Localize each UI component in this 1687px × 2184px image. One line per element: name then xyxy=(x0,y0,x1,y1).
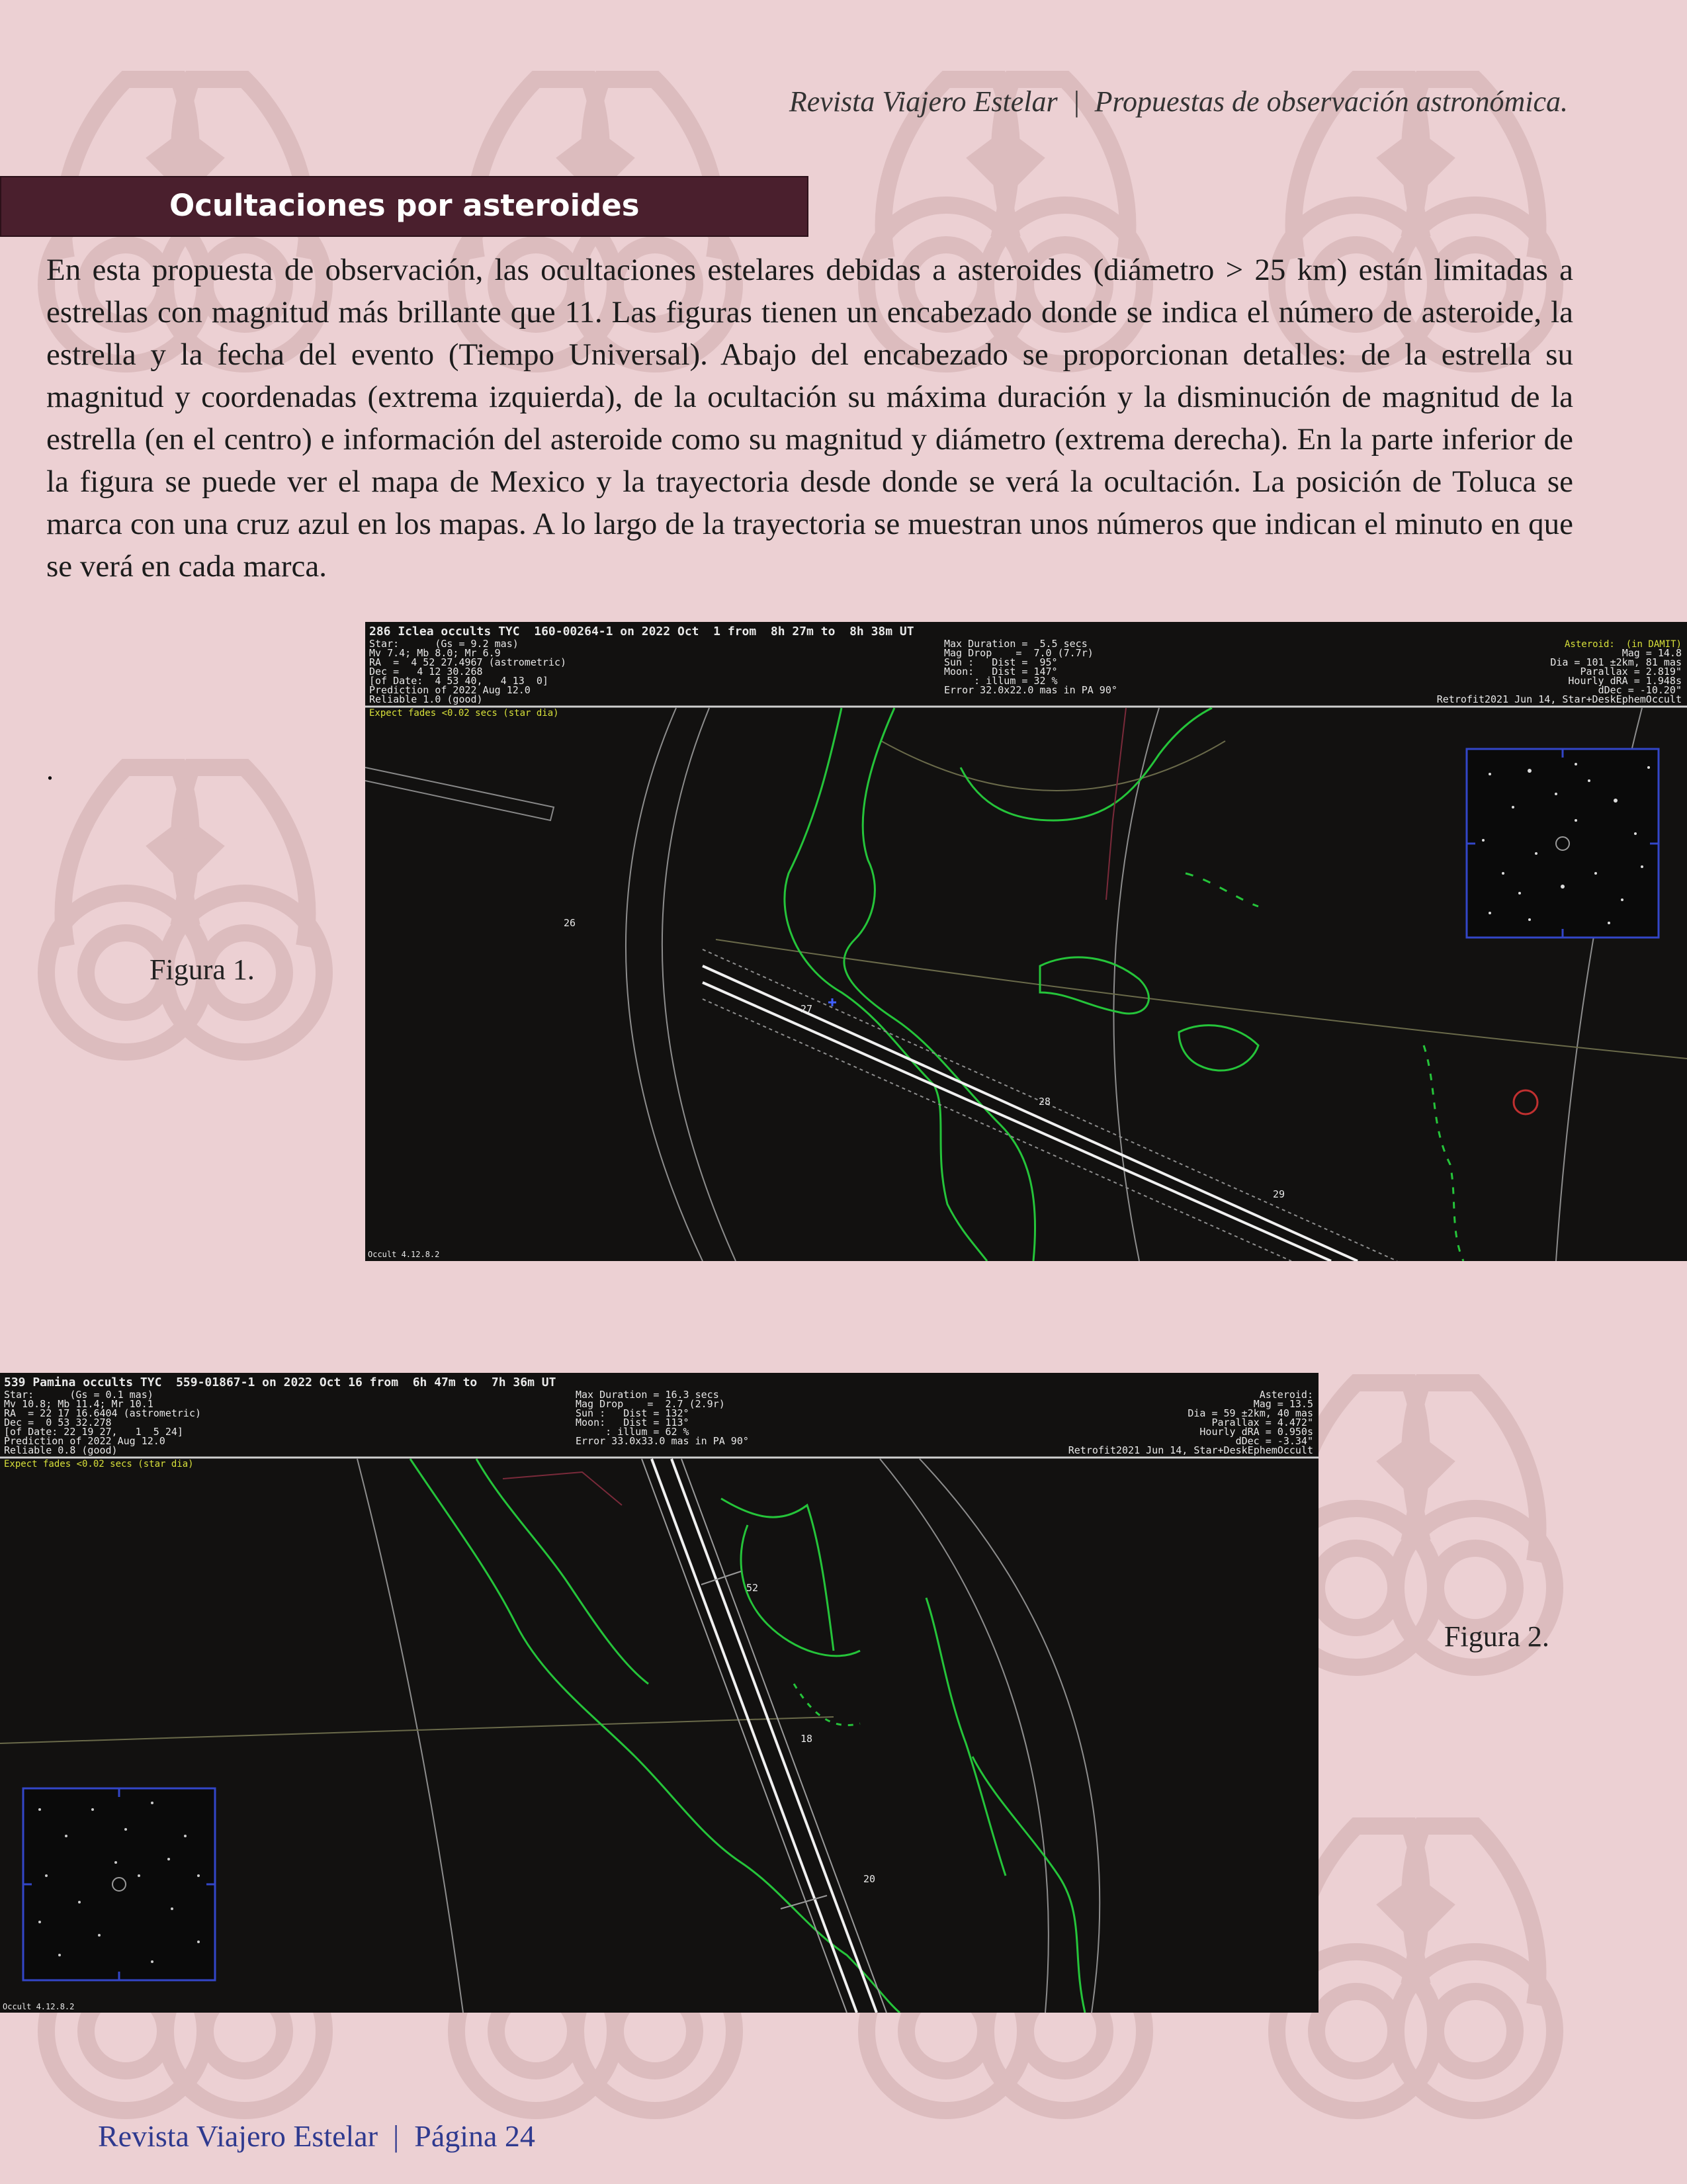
figure-1-asteroid-line: Parallax = 2.819" xyxy=(1580,666,1682,677)
figure-1-star-line: Star: (Gs = 9.2 mas) xyxy=(369,638,519,650)
figure-1-event-line: Mag Drop = 7.0 (7.7r) xyxy=(944,647,1094,659)
figure-1-track-segment xyxy=(365,767,554,820)
figure-2-event-line: Sun : Dist = 132° xyxy=(576,1407,689,1419)
figure-2-asteroid-line: dDec = -3.34" xyxy=(1235,1435,1313,1447)
figure-1-occultation-details xyxy=(944,638,1117,696)
figure-2-event-line: : illum = 62 % xyxy=(576,1426,689,1438)
figure-1-asteroid-heading: Asteroid: (in DAMIT) xyxy=(1564,639,1682,650)
stray-dot: . xyxy=(46,754,54,786)
figure-2-occultation-map xyxy=(0,1373,1319,2013)
figure-1-asteroid-line: Mag = 14.8 xyxy=(1622,647,1682,659)
figure-1-asteroid-line: Hourly dRA = 1.948s xyxy=(1568,675,1682,687)
figure-2-asteroid-line: Parallax = 4.472" xyxy=(1211,1417,1313,1428)
figure-2-event-line: Mag Drop = 2.7 (2.9r) xyxy=(576,1398,725,1410)
intro-paragraph: En esta propuesta de observación, las ocultaciones estelares debidas a asteroides (diámetro > 25 km) están limitadas a estrellas con magnitud más brillante que 11. Las figuras tienen un encabezado donde se indica el número de asteroide, la estrella y la fecha del evento (Tiempo Universal). Abajo del encabezado se proporcionan detalles: de la estrella su magnitud y coordenadas (extrema izquierda), de la ocultación su máxima duración y la disminución de magnitud de la estrella (en el centro) e información del asteroide como su magnitud y diámetro (extrema derecha). En la parte inferior de la figura se puede ver el mapa de Mexico y la trayectoria desde donde se verá la ocultación. La posición de Toluca se marca con una cruz azul en los mapas. A lo largo de la trayectoria se muestran unos números que indican el minuto en que se verá en cada marca. xyxy=(46,253,1573,584)
figure-2-star-line: RA = 22 17 16.6404 (astrometric) xyxy=(4,1407,202,1419)
figure-1-star-line: Reliable 1.0 (good) xyxy=(369,693,483,705)
figure-1-occultation-map xyxy=(365,622,1687,1261)
figure-1-event-line: Max Duration = 5.5 secs xyxy=(944,638,1088,650)
figure-1-star-details xyxy=(369,638,566,705)
running-header: Revista Viajero Estelar | Propuestas de observación astronómica. xyxy=(789,85,1568,118)
figure-2-star-line: Star: (Gs = 0.1 mas) xyxy=(4,1389,153,1401)
figure-1-note: Expect fades <0.02 secs (star dia) xyxy=(369,708,559,719)
figure-2-asteroid-details xyxy=(1068,1389,1313,1456)
figure-2-minute-mark: 18 xyxy=(800,1733,813,1745)
figure-2-star-line: Reliable 0.8 (good) xyxy=(4,1444,118,1456)
figure-1-title: 286 Iclea occults TYC 160-00264-1 on 2022 Oct 1 from 8h 27m to 8h 38m UT xyxy=(369,625,914,638)
section-title-bar xyxy=(0,176,808,237)
figure-1-event-line: : illum = 32 % xyxy=(944,675,1058,687)
figure-1-minute-mark: 26 xyxy=(564,917,576,929)
figure-2-star-line: Mv 10.8; Mb 11.4; Mr 10.1 xyxy=(4,1398,153,1410)
page-footer: Revista Viajero Estelar | Página 24 xyxy=(98,2119,535,2153)
figure-2-coastline xyxy=(410,1459,1085,2013)
figure-2-border-line xyxy=(503,1472,622,1505)
figure-2-occultation-path xyxy=(652,1459,877,2013)
figure-2-event-line: Error 33.0x33.0 mas in PA 90° xyxy=(576,1435,749,1447)
figure-2-minute-mark: 52 xyxy=(746,1582,759,1594)
figure-1-event-line: Moon: Dist = 147° xyxy=(944,666,1058,677)
figure-1-star-line: Prediction of 2022 Aug 12.0 xyxy=(369,684,531,696)
figure-2-note: Expect fades <0.02 secs (star dia) xyxy=(4,1459,194,1469)
figure-1-asteroid-line: Dia = 101 ±2km, 81 mas xyxy=(1550,656,1682,668)
figure-1-starfield-inset xyxy=(1467,749,1659,938)
figure-2-star-line: Dec = 0 53 32.278 xyxy=(4,1417,112,1428)
figure-1-minute-mark: 27 xyxy=(800,1003,813,1015)
figure-1-toluca-cross xyxy=(828,998,836,1006)
figure-1-asteroid-line: dDec = -10.20" xyxy=(1598,684,1682,696)
section-title: Ocultaciones por asteroides xyxy=(169,188,640,223)
figure-2-title: 539 Pamina occults TYC 559-01867-1 on 2022 Oct 16 from 6h 47m to 7h 36m UT xyxy=(4,1376,556,1389)
figure-1-asteroid-line: Retrofit2021 Jun 14, Star+DeskEphemOccult xyxy=(1436,693,1682,705)
figure-2-version: Occult 4.12.8.2 xyxy=(3,2002,75,2011)
figure-2-occultation-details xyxy=(576,1389,749,1447)
figure-2-asteroid-line: Asteroid: xyxy=(1259,1389,1313,1401)
figure-1-event-line: Sun : Dist = 95° xyxy=(944,656,1058,668)
figure-1-coastline xyxy=(785,708,1463,1261)
figure-1-minute-mark: 29 xyxy=(1273,1188,1285,1200)
figure-2-asteroid-line: Hourly dRA = 0.950s xyxy=(1199,1426,1313,1438)
figure-2-event-line: Moon: Dist = 113° xyxy=(576,1417,689,1428)
figure-2-error-limits xyxy=(642,1459,887,2013)
figure-1-asteroid-details xyxy=(1437,639,1682,705)
figure-1-event-line: Error 32.0x22.0 mas in PA 90° xyxy=(944,684,1117,696)
figure-2-asteroid-line: Retrofit2021 Jun 14, Star+DeskEphemOccult xyxy=(1068,1444,1313,1456)
figure-2-star-line: [of Date: 22 19 27, 1 5 24] xyxy=(4,1426,183,1438)
figure-1-star-line: RA = 4 52 27.4967 (astrometric) xyxy=(369,656,567,668)
figure-1-version: Occult 4.12.8.2 xyxy=(368,1250,440,1259)
figure-1-red-marker xyxy=(1514,1090,1537,1114)
figure-1-star-line: [of Date: 4 53 40, 4 13 0] xyxy=(369,675,548,687)
figure-2-caption: Figura 2. xyxy=(1444,1620,1549,1653)
figure-2-star-line: Prediction of 2022 Aug 12.0 xyxy=(4,1435,165,1447)
figure-1-caption: Figura 1. xyxy=(150,953,255,986)
figure-2-event-line: Max Duration = 16.3 secs xyxy=(576,1389,719,1401)
figure-2-asteroid-line: Dia = 59 ±2km, 40 mas xyxy=(1188,1407,1313,1419)
figure-2-star-details xyxy=(4,1389,201,1456)
figure-2-starfield-inset xyxy=(23,1788,215,1980)
figure-1-star-line: Mv 7.4; Mb 8.0; Mr 6.9 xyxy=(369,647,501,659)
figure-2-asteroid-line: Mag = 13.5 xyxy=(1253,1398,1313,1410)
figure-2-minute-mark: 20 xyxy=(863,1873,876,1885)
figure-1-minute-mark: 28 xyxy=(1039,1096,1051,1108)
figure-1-star-line: Dec = 4 12 30.268 xyxy=(369,666,483,677)
